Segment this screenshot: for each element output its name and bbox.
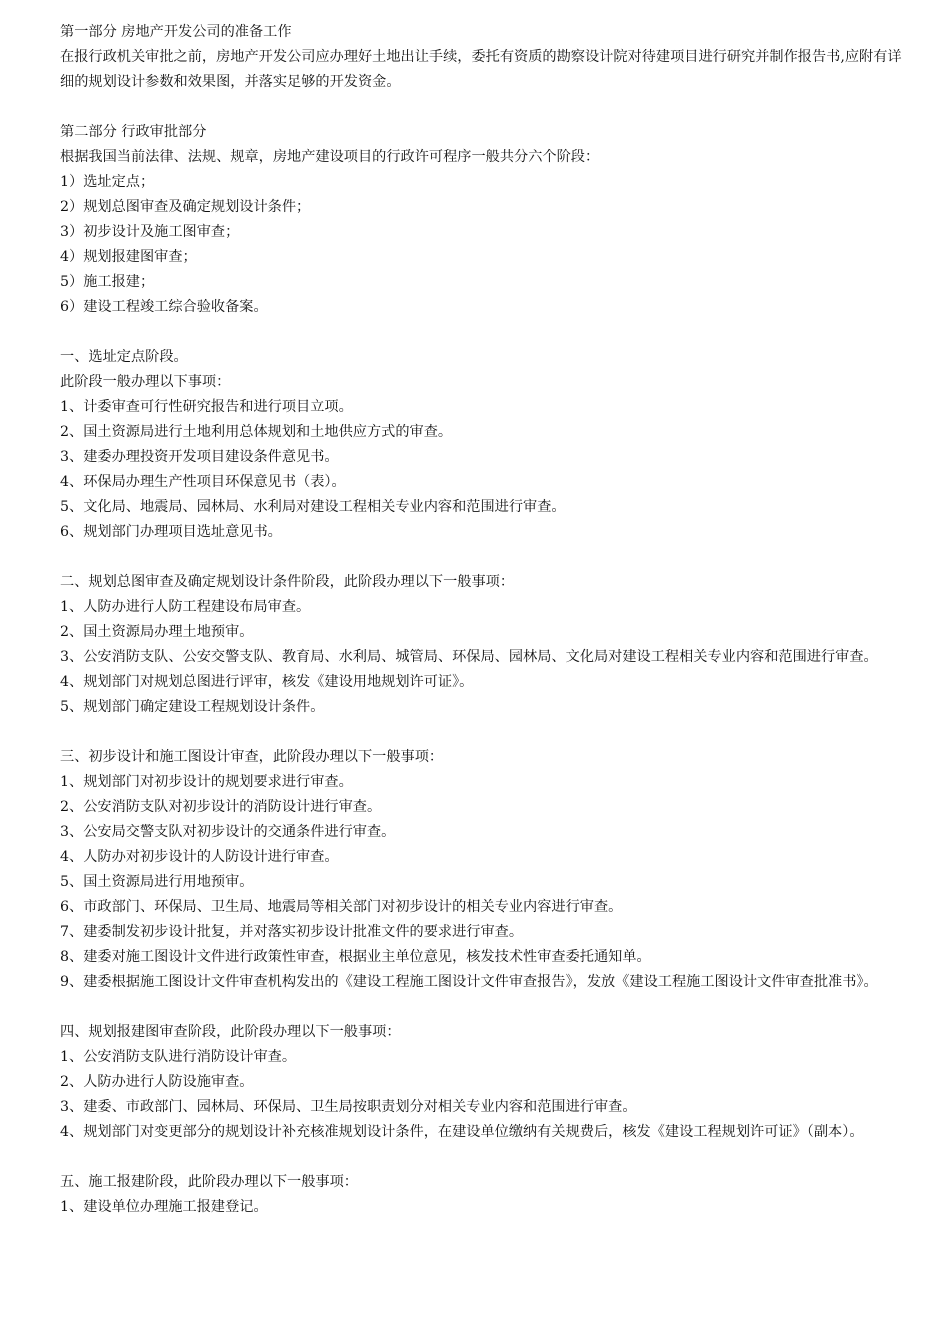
section-stage-five bbox=[60, 1170, 910, 1220]
list-item: 3、公安局交警支队对初步设计的交通条件进行审查。 bbox=[60, 824, 396, 840]
list-item: 3、建委办理投资开发项目建设条件意见书。 bbox=[60, 449, 339, 465]
section-heading: 五、施工报建阶段，此阶段办理以下一般事项： bbox=[60, 1174, 358, 1190]
section-heading: 第一部分 房地产开发公司的准备工作 bbox=[60, 24, 292, 40]
list-item: 2）规划总图审查及确定规划设计条件； bbox=[60, 199, 311, 215]
section-part-two bbox=[60, 120, 910, 320]
list-item: 7、建委制发初步设计批复，并对落实初步设计批准文件的要求进行审查。 bbox=[60, 924, 524, 940]
list-item: 4、环保局办理生产性项目环保意见书（表）。 bbox=[60, 474, 346, 490]
section-stage-four bbox=[60, 1020, 910, 1145]
paragraph-gap bbox=[60, 545, 910, 570]
list-item: 2、国土资源局办理土地预审。 bbox=[60, 624, 254, 640]
paragraph-gap bbox=[60, 995, 910, 1020]
list-item: 6、市政部门、环保局、卫生局、地震局等相关部门对初步设计的相关专业内容进行审查。 bbox=[60, 899, 623, 915]
list-item: 5）施工报建； bbox=[60, 274, 155, 290]
list-item: 5、文化局、地震局、园林局、水利局对建设工程相关专业内容和范围进行审查。 bbox=[60, 499, 566, 515]
paragraph: 此阶段一般办理以下事项： bbox=[60, 374, 231, 390]
list-item: 5、国土资源局进行用地预审。 bbox=[60, 874, 254, 890]
paragraph-gap bbox=[60, 320, 910, 345]
section-heading: 二、规划总图审查及确定规划设计条件阶段，此阶段办理以下一般事项： bbox=[60, 574, 515, 590]
list-item: 1、建设单位办理施工报建登记。 bbox=[60, 1199, 268, 1215]
list-item: 1、人防办进行人防工程建设布局审查。 bbox=[60, 599, 311, 615]
list-item: 1、规划部门对初步设计的规划要求进行审查。 bbox=[60, 774, 353, 790]
paragraph-gap bbox=[60, 720, 910, 745]
list-item: 4、规划部门对规划总图进行评审，核发《建设用地规划许可证》。 bbox=[60, 674, 474, 690]
paragraph: 根据我国当前法律、法规、规章，房地产建设项目的行政许可程序一般共分六个阶段： bbox=[60, 149, 600, 165]
section-stage-two bbox=[60, 570, 910, 720]
list-item: 9、建委根据施工图设计文件审查机构发出的《建设工程施工图设计文件审查报告》，发放《建设工程施工图设计文件审查批准书》。 bbox=[60, 974, 878, 990]
list-item: 1、公安消防支队进行消防设计审查。 bbox=[60, 1049, 297, 1065]
list-item: 2、公安消防支队对初步设计的消防设计进行审查。 bbox=[60, 799, 382, 815]
list-item: 3、建委、市政部门、园林局、环保局、卫生局按职责划分对相关专业内容和范围进行审查。 bbox=[60, 1099, 637, 1115]
section-heading: 一、选址定点阶段。 bbox=[60, 349, 188, 365]
list-item: 4、人防办对初步设计的人防设计进行审查。 bbox=[60, 849, 339, 865]
list-item: 3、公安消防支队、公安交警支队、教育局、水利局、城管局、环保局、园林局、文化局对建设工程相关专业内容和范围进行审查。 bbox=[60, 649, 878, 665]
list-item: 2、国土资源局进行土地利用总体规划和土地供应方式的审查。 bbox=[60, 424, 453, 440]
list-item: 4、规划部门对变更部分的规划设计补充核准规划设计条件，在建设单位缴纳有关规费后，核发《建设工程规划许可证》（副本）。 bbox=[60, 1124, 864, 1140]
list-item: 8、建委对施工图设计文件进行政策性审查，根据业主单位意见，核发技术性审查委托通知单。 bbox=[60, 949, 651, 965]
list-item: 6）建设工程竣工综合验收备案。 bbox=[60, 299, 268, 315]
section-stage-one bbox=[60, 345, 910, 545]
paragraph: 在报行政机关审批之前，房地产开发公司应办理好土地出让手续，委托有资质的勘察设计院对待建项目进行研究并制作报告书,应附有详细的规划设计参数和效果图，并落实足够的开发资金。 bbox=[60, 49, 902, 90]
list-item: 1、计委审查可行性研究报告和进行项目立项。 bbox=[60, 399, 353, 415]
list-item: 4）规划报建图审查； bbox=[60, 249, 197, 265]
section-heading: 四、规划报建图审查阶段，此阶段办理以下一般事项： bbox=[60, 1024, 401, 1040]
section-heading: 第二部分 行政审批部分 bbox=[60, 124, 207, 140]
document-page bbox=[60, 20, 910, 1220]
section-heading: 三、初步设计和施工图设计审查，此阶段办理以下一般事项： bbox=[60, 749, 444, 765]
paragraph-gap bbox=[60, 95, 910, 120]
section-part-one bbox=[60, 20, 910, 95]
list-item: 1）选址定点； bbox=[60, 174, 155, 190]
list-item: 5、规划部门确定建设工程规划设计条件。 bbox=[60, 699, 325, 715]
list-item: 6、规划部门办理项目选址意见书。 bbox=[60, 524, 282, 540]
list-item: 3）初步设计及施工图审查； bbox=[60, 224, 240, 240]
paragraph-gap bbox=[60, 1145, 910, 1170]
section-stage-three bbox=[60, 745, 910, 995]
list-item: 2、人防办进行人防设施审查。 bbox=[60, 1074, 254, 1090]
